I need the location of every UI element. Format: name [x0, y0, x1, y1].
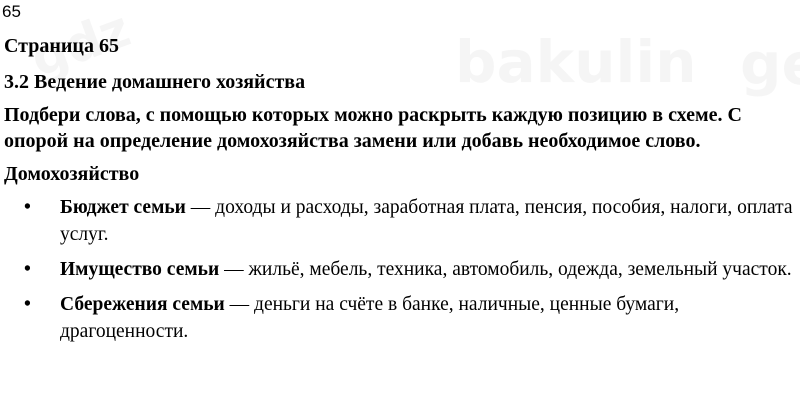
page-number: 65	[2, 2, 21, 21]
bullet-icon: •	[24, 197, 31, 218]
item-term: Бюджет семьи	[60, 197, 186, 218]
item-term: Имущество семьи	[60, 259, 220, 280]
section-title: 3.2 Ведение домашнего хозяйства	[4, 71, 306, 93]
item-description: — доходы и расходы, заработная плата, пенсия, пособия, налоги, оплата услуг.	[60, 197, 793, 245]
list-item	[4, 291, 796, 345]
heading: Домохозяйство	[4, 163, 140, 185]
page-title: Страница 65	[4, 35, 119, 57]
item-term: Сбережения семьи	[60, 294, 225, 315]
item-description: — деньги на счёте в банке, наличные, ценные бумаги, драгоценности.	[60, 294, 680, 342]
item-list	[4, 194, 796, 345]
task-text: Подбери слова, с помощью которых можно раскрыть каждую позицию в схеме. С опорой на определение домохозяйства замени или добавь необходимое слово.	[4, 104, 742, 152]
bullet-icon: •	[24, 259, 31, 280]
document-body	[4, 34, 796, 353]
list-item	[4, 194, 796, 248]
list-item	[4, 256, 796, 283]
bullet-icon: •	[24, 294, 31, 315]
item-description: — жильё, мебель, техника, автомобиль, одежда, земельный участок.	[219, 259, 792, 280]
